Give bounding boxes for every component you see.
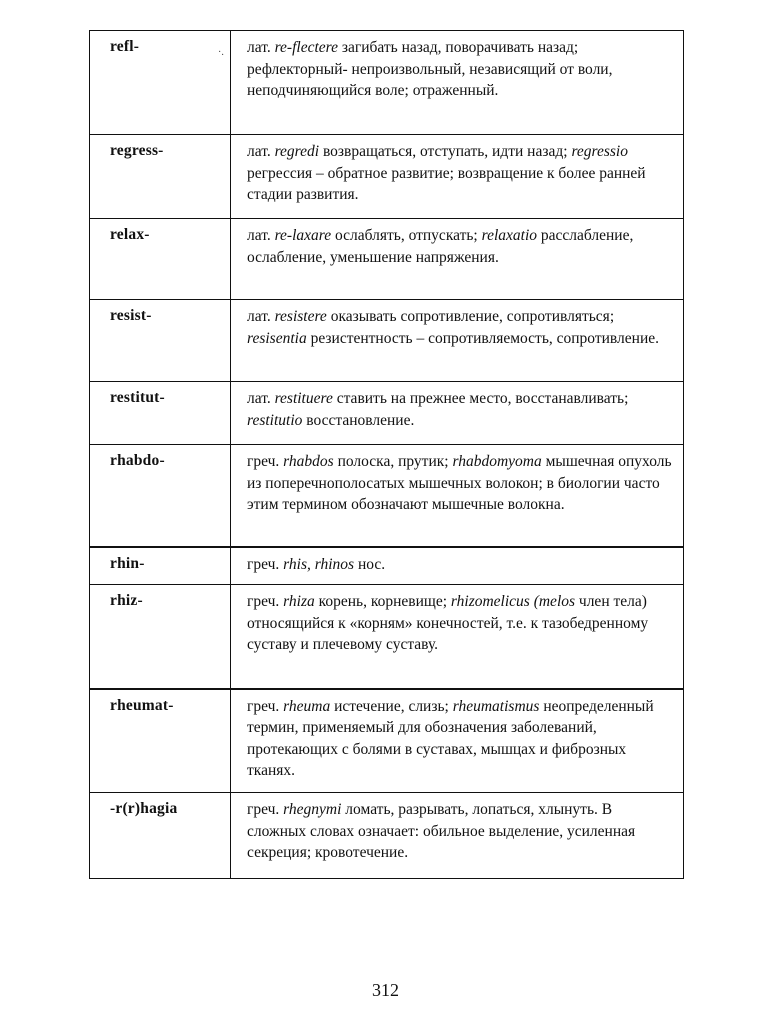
definition-text-fragment: загибать назад, поворачивать назад; рефлекторный- непроизвольный, независящий от воли, неподчиняющийся воле; отраженный. — [247, 39, 613, 99]
glossary-body — [90, 31, 684, 879]
definition-text-fragment: истечение, слизь; — [330, 697, 453, 715]
definition-cell — [231, 689, 684, 793]
definition-text-fragment: ломать, разрывать, лопаться, хлынуть. В сложных словах означает: обильное выделение, усиленная секреция; кровотечение. — [247, 801, 636, 861]
definition-text-fragment: греч. — [247, 555, 284, 573]
definition-text-fragment: восстановление. — [302, 411, 415, 429]
definition-italic-fragment: re-flectere — [274, 39, 338, 56]
glossary-table — [89, 30, 684, 879]
glossary-row-5 — [90, 382, 684, 445]
definition-text-fragment: регрессия – обратное развитие; возвращение к более ранней стадии развития. — [247, 164, 646, 203]
definition-italic-fragment: rhiza — [283, 593, 315, 610]
term-cell: -r(r)hagia — [90, 793, 231, 879]
definition-text-fragment: ставить на прежнее место, восстанавливать; — [332, 390, 629, 407]
definition-text-fragment: лат. — [247, 227, 275, 244]
term-cell: rhabdo- — [90, 445, 231, 547]
term-cell: relax- — [90, 219, 231, 300]
definition-italic-fragment: restitutio — [247, 411, 303, 429]
definition-text-fragment: греч. — [247, 593, 284, 610]
definition-text-fragment: корень, корневище; — [314, 593, 451, 610]
definition-italic-fragment: rhizomelicus (melos — [450, 593, 576, 610]
definition-italic-fragment: regressio — [571, 143, 628, 160]
glossary-row-10 — [90, 793, 684, 879]
page-number: 312 — [372, 980, 399, 1000]
scan-speck-mark: ·. — [218, 47, 224, 58]
definition-text-fragment: греч. — [247, 697, 284, 715]
definition-text-fragment: резистентность – сопротивляемость, сопротивление. — [306, 329, 659, 347]
term-cell: rheumat- — [90, 689, 231, 793]
definition-cell — [231, 31, 684, 135]
definition-text-fragment: лат. — [247, 308, 275, 325]
glossary-row-6 — [90, 445, 684, 547]
glossary-row-3 — [90, 219, 684, 300]
definition-text-fragment: ослаблять, отпускать; — [331, 227, 482, 244]
term-cell: regress- — [90, 135, 231, 219]
definition-text-fragment: возвращаться, отступать, идти назад; — [319, 143, 572, 160]
glossary-row-9 — [90, 689, 684, 793]
glossary-row-7 — [90, 547, 684, 585]
term-cell: rhin- — [90, 547, 231, 585]
definition-text-fragment: полоска, прутик; — [333, 453, 453, 470]
term-cell: refl- — [90, 31, 231, 135]
definition-text-fragment: оказывать сопротивление, сопротивляться; — [326, 308, 615, 325]
definition-text-fragment: лат. — [247, 39, 275, 56]
definition-cell — [231, 135, 684, 219]
definition-text-fragment: член тела) относящийся к «корням» конечностей, т.е. к тазобедренному суставу и плечевому суставу. — [247, 593, 649, 653]
term-cell: resist- — [90, 300, 231, 382]
definition-cell — [231, 445, 684, 547]
definition-cell — [231, 382, 684, 445]
definition-text-fragment: расслабление, ослабление, уменьшение напряжения. — [247, 227, 634, 266]
definition-text-fragment: греч. — [247, 801, 284, 818]
definition-italic-fragment: re-laxare — [274, 227, 332, 244]
definition-text-fragment: нос. — [354, 555, 386, 573]
glossary-row-1 — [90, 31, 684, 135]
definition-italic-fragment: regredi — [274, 143, 320, 160]
definition-italic-fragment: rhabdos — [283, 453, 334, 470]
definition-italic-fragment: rheumatismus — [452, 697, 540, 715]
definition-cell — [231, 547, 684, 585]
glossary-row-4 — [90, 300, 684, 382]
glossary-row-2 — [90, 135, 684, 219]
term-cell: rhiz- — [90, 585, 231, 689]
definition-cell — [231, 793, 684, 879]
definition-italic-fragment: rhabdomyoma — [452, 453, 542, 470]
definition-italic-fragment: rhis, rhinos — [283, 555, 355, 573]
definition-italic-fragment: relaxatio — [481, 227, 538, 244]
definition-text-fragment: греч. — [247, 453, 284, 470]
definition-cell — [231, 219, 684, 300]
definition-italic-fragment: restituere — [274, 390, 333, 407]
definition-text-fragment: неопределенный термин, применяемый для обозначения заболеваний, протекающих с болями в суставах, мышцах и фиброзных тканях. — [247, 697, 654, 779]
definition-italic-fragment: resisentia — [247, 329, 307, 347]
definition-italic-fragment: rheuma — [283, 697, 331, 715]
definition-cell — [231, 585, 684, 689]
definition-italic-fragment: resistere — [274, 308, 327, 325]
definition-text-fragment: лат. — [247, 390, 275, 407]
glossary-row-8 — [90, 585, 684, 689]
definition-italic-fragment: rhegnymi — [283, 801, 342, 818]
definition-cell — [231, 300, 684, 382]
definition-text-fragment: мышечная опухоль из поперечнополосатых мышечных волокон; в биологии часто этим термином обозначают мышечные волокна. — [247, 453, 672, 513]
term-cell: restitut- — [90, 382, 231, 445]
definition-text-fragment: лат. — [247, 143, 275, 160]
